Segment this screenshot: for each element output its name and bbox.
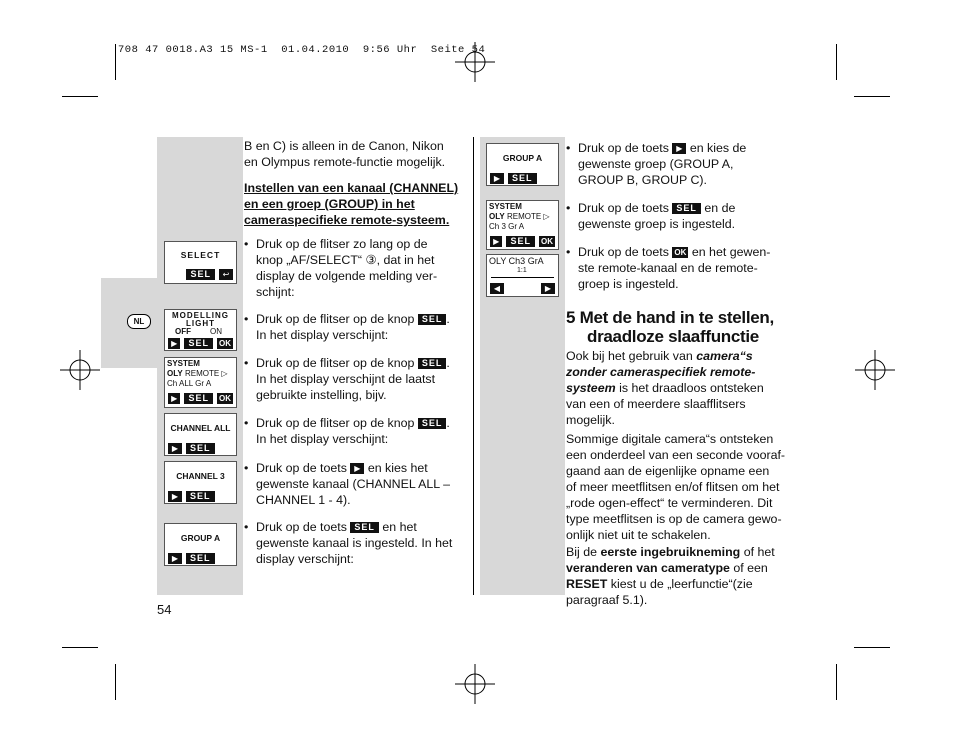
section-5-heading: 5 Met de hand in te stellen, draadloze slaaffunctie	[566, 308, 774, 346]
crop-mark	[854, 96, 890, 97]
crop-mark	[854, 647, 890, 648]
ratio-bar	[491, 277, 554, 278]
lcd-select: SELECT SEL ↩	[164, 241, 237, 284]
print-header: 708 47 0018.A3 15 MS-1 01.04.2010 9:56 Uhr Seite 54	[118, 44, 486, 56]
back-icon: ↩	[219, 269, 233, 280]
arrow-icon: ▶	[168, 393, 180, 404]
lcd-group-a-right: GROUP A ▶ SEL	[486, 143, 559, 186]
column-divider	[473, 137, 474, 595]
arrow-icon: ▶	[168, 553, 182, 564]
lcd-system-oly: SYSTEM OLY REMOTE ▷ Ch ALL Gr A ▶ SEL OK	[164, 357, 237, 408]
intro-text: B en C) is alleen in de Canon, Nikon en Olympus remote-functie mogelijk.	[244, 139, 446, 169]
lcd-channel-all: CHANNEL ALL ▶ SEL	[164, 413, 237, 456]
registration-mark-icon	[60, 350, 100, 390]
arrow-icon: ▶	[490, 173, 504, 184]
lcd-system-ch3: SYSTEM OLY REMOTE ▷ Ch 3 Gr A ▶ SEL OK	[486, 200, 559, 250]
lcd-group-a: GROUP A ▶ SEL	[164, 523, 237, 566]
arrow-icon: ▶	[350, 463, 364, 474]
registration-mark-icon	[455, 42, 495, 82]
arrow-icon: ▶	[541, 283, 555, 294]
arrow-icon: ▶	[168, 491, 182, 502]
paragraph-1: Ook bij het gebruik van camera“s zonder cameraspecifiek remote- systeem is het draadloos ontsteken van een of meerdere slaafflitsers mogelijk.	[566, 349, 764, 427]
arrow-icon: ▶	[168, 338, 180, 349]
crop-mark	[115, 664, 116, 700]
arrow-icon: ▶	[490, 236, 502, 247]
arrow-icon: ▶	[168, 443, 182, 454]
section-heading: Instellen van een kanaal (CHANNEL) en een groep (GROUP) in het cameraspecifieke remote-systeem.	[244, 181, 459, 227]
crop-mark	[62, 96, 98, 97]
crop-mark	[836, 44, 837, 80]
language-badge: NL	[127, 314, 151, 329]
crop-mark	[836, 664, 837, 700]
registration-mark-icon	[855, 350, 895, 390]
left-arrow-icon: ◀	[490, 283, 504, 294]
lcd-channel-3: CHANNEL 3 ▶ SEL	[164, 461, 237, 504]
lcd-modelling-light: MODELLING LIGHT OFF ON ▶ SEL OK	[164, 309, 237, 351]
paragraph-2: Sommige digitale camera“s ontsteken een onderdeel van een seconde vooraf- gaand aan de eigenlijke opname een of meer meetflitsen en/of flitsen om het „rode ogen-effect“ te verminderen. Dit type meetflitsen is op de camera gewo- onlijk niet uit te schakelen.	[566, 432, 786, 542]
page-number: 54	[157, 602, 172, 617]
paragraph-3: Bij de eerste ingebruikneming of het veranderen van cameratype of een RESET kiest u de „leerfunctie“(zie paragraaf 5.1).	[566, 545, 775, 607]
crop-mark	[62, 647, 98, 648]
arrow-icon: ▶	[672, 143, 686, 154]
lcd-oly-ch3-gra: OLY Ch3 GrA 1:1 ◀ ▶	[486, 254, 559, 297]
crop-mark	[115, 44, 116, 80]
registration-mark-icon	[455, 664, 495, 704]
